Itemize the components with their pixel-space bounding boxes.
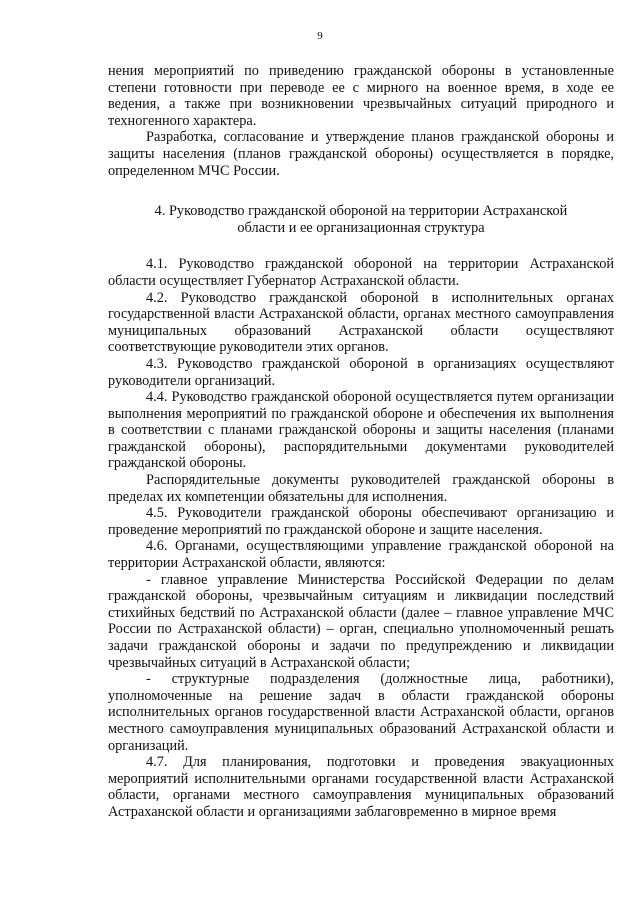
paragraph-distribution-documents: Распорядительные документы руководителей гражданской обороны в пределах их компетенции обязательны для исполнения.	[108, 472, 614, 505]
paragraph-4-3: 4.3. Руководство гражданской обороной в организациях осуществляют руководители организаций.	[108, 355, 614, 389]
section-heading-line-2: области и ее организационная структура	[237, 219, 485, 236]
document-body	[108, 63, 614, 821]
plans-paragraph: Разработка, согласование и утверждение планов гражданской обороны и защиты населения (планов гражданской обороны) осуществляется в порядке, определенном МЧС России.	[108, 129, 614, 179]
page-number: 9	[317, 30, 323, 42]
section-heading-line-1: 4. Руководство гражданской обороной на территории Астраханской	[154, 203, 568, 220]
paragraph-4-5: 4.5. Руководители гражданской обороны обеспечивают организацию и проведение мероприятий по гражданской обороне и защите населения.	[108, 505, 614, 538]
paragraph-4-1: 4.1. Руководство гражданской обороной на территории Астраханской области осуществляет Губернатор Астраханской области.	[108, 256, 614, 289]
paragraph-4-7: 4.7. Для планирования, подготовки и проведения эвакуационных мероприятий исполнительными органами государственной власти Астраханской области, органами местного самоуправления муниципальных образований Астраханской области и организациями заблаговременно в мирное время	[108, 754, 614, 820]
paragraph-4-4: 4.4. Руководство гражданской обороной осуществляется путем организации выполнения мероприятий по гражданской обороне и обеспечения их выполнения в соответствии с планами гражданской обороны и защиты населения (планами гражданской обороны), распорядительными документами руководителей гражданской обороны.	[108, 389, 614, 472]
section-heading	[108, 203, 614, 236]
list-item-structural-units: - структурные подразделения (должностные лица, работники), уполномоченные на решение задач в области гражданской обороны исполнительных органов государственной власти Астраханской области, органов местного самоуправления муниципальных образований Астраханской области и организаций.	[108, 671, 614, 754]
continued-paragraph: нения мероприятий по приведению гражданской обороны в установленные степени готовности при переводе ее с мирного на военное время, в ходе ее ведения, а также при возникновении чрезвычайных ситуаций природного и техногенного характера.	[108, 63, 614, 129]
paragraph-4-2: 4.2. Руководство гражданской обороной в исполнительных органах государственной власти Астраханской области, органах местного самоуправления муниципальных образований Астраханской области осуществляют соответствующие руководители этих органов.	[108, 289, 614, 356]
list-item-main-directorate: - главное управление Министерства Российской Федерации по делам гражданской обороны, чрезвычайным ситуациям и ликвидации последствий стихийных бедствий по Астраханской области (далее – главное управление МЧС России по Астраханской области) – орган, специально уполномоченный решать задачи гражданской обороны и задачи по предупреждению и ликвидации чрезвычайных ситуаций в Астраханской области;	[108, 571, 614, 671]
paragraph-4-6: 4.6. Органами, осуществляющими управление гражданской обороной на территории Астраханской области, являются:	[108, 538, 614, 572]
